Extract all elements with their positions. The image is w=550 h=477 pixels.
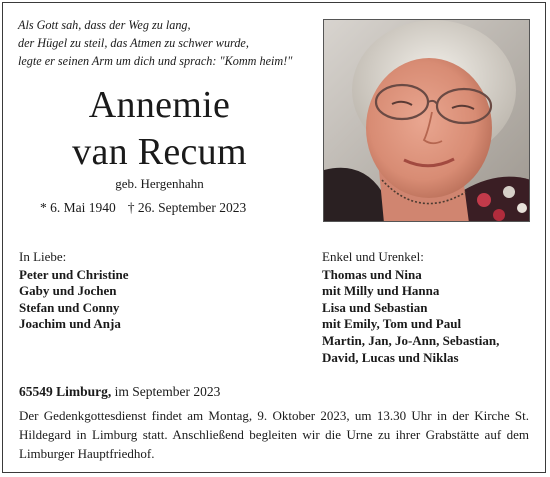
grandchild-entry: mit Milly und Hanna — [322, 283, 440, 299]
portrait-icon — [324, 20, 530, 222]
deceased-last-name: van Recum — [72, 131, 247, 173]
family-heading: In Liebe: — [19, 249, 67, 264]
poem-line: legte er seinen Arm um dich und sprach: "Komm heim!" — [18, 54, 293, 68]
life-dates — [40, 199, 258, 217]
place-city: 65549 Limburg, — [19, 384, 112, 399]
deceased-first-name: Annemie — [88, 84, 231, 126]
grandchild-entry: David, Lucas und Niklas — [322, 349, 459, 365]
grandchild-entry: Martin, Jan, Jo-Ann, Sebastian, — [322, 332, 500, 348]
family-list — [19, 249, 129, 333]
grandchild-entry: Lisa und Sebastian — [322, 299, 428, 315]
poem — [18, 16, 318, 70]
grandchild-entry: mit Emily, Tom und Paul — [322, 316, 462, 332]
birth-date: * 6. Mai 1940 — [40, 200, 116, 215]
born-name: geb. Hergenhahn — [115, 176, 204, 191]
poem-line: der Hügel zu steil, das Atmen zu schwer wurde, — [18, 36, 249, 50]
place-date: im September 2023 — [111, 384, 221, 399]
place-and-date — [19, 383, 220, 401]
grandchild-entry: Thomas und Nina — [322, 266, 422, 282]
grandchildren-list — [322, 249, 499, 366]
portrait-photo — [323, 19, 530, 222]
poem-line: Als Gott sah, dass der Weg zu lang, — [18, 18, 191, 32]
family-member: Gaby und Jochen — [19, 283, 117, 299]
service-notice: Der Gedenkgottesdienst findet am Montag, 9. Oktober 2023, um 13.30 Uhr in der Kirche St. Hildegard in Limburg statt. Anschließend begleiten wir die Urne zu ihrer Grabstätte auf dem Limburger Hauptfriedhof. — [19, 408, 529, 462]
family-member: Joachim und Anja — [19, 316, 121, 332]
grandchildren-heading: Enkel und Urenkel: — [322, 249, 424, 264]
family-member: Peter und Christine — [19, 266, 129, 282]
family-member: Stefan und Conny — [19, 299, 120, 315]
death-date: † 26. September 2023 — [127, 200, 247, 215]
